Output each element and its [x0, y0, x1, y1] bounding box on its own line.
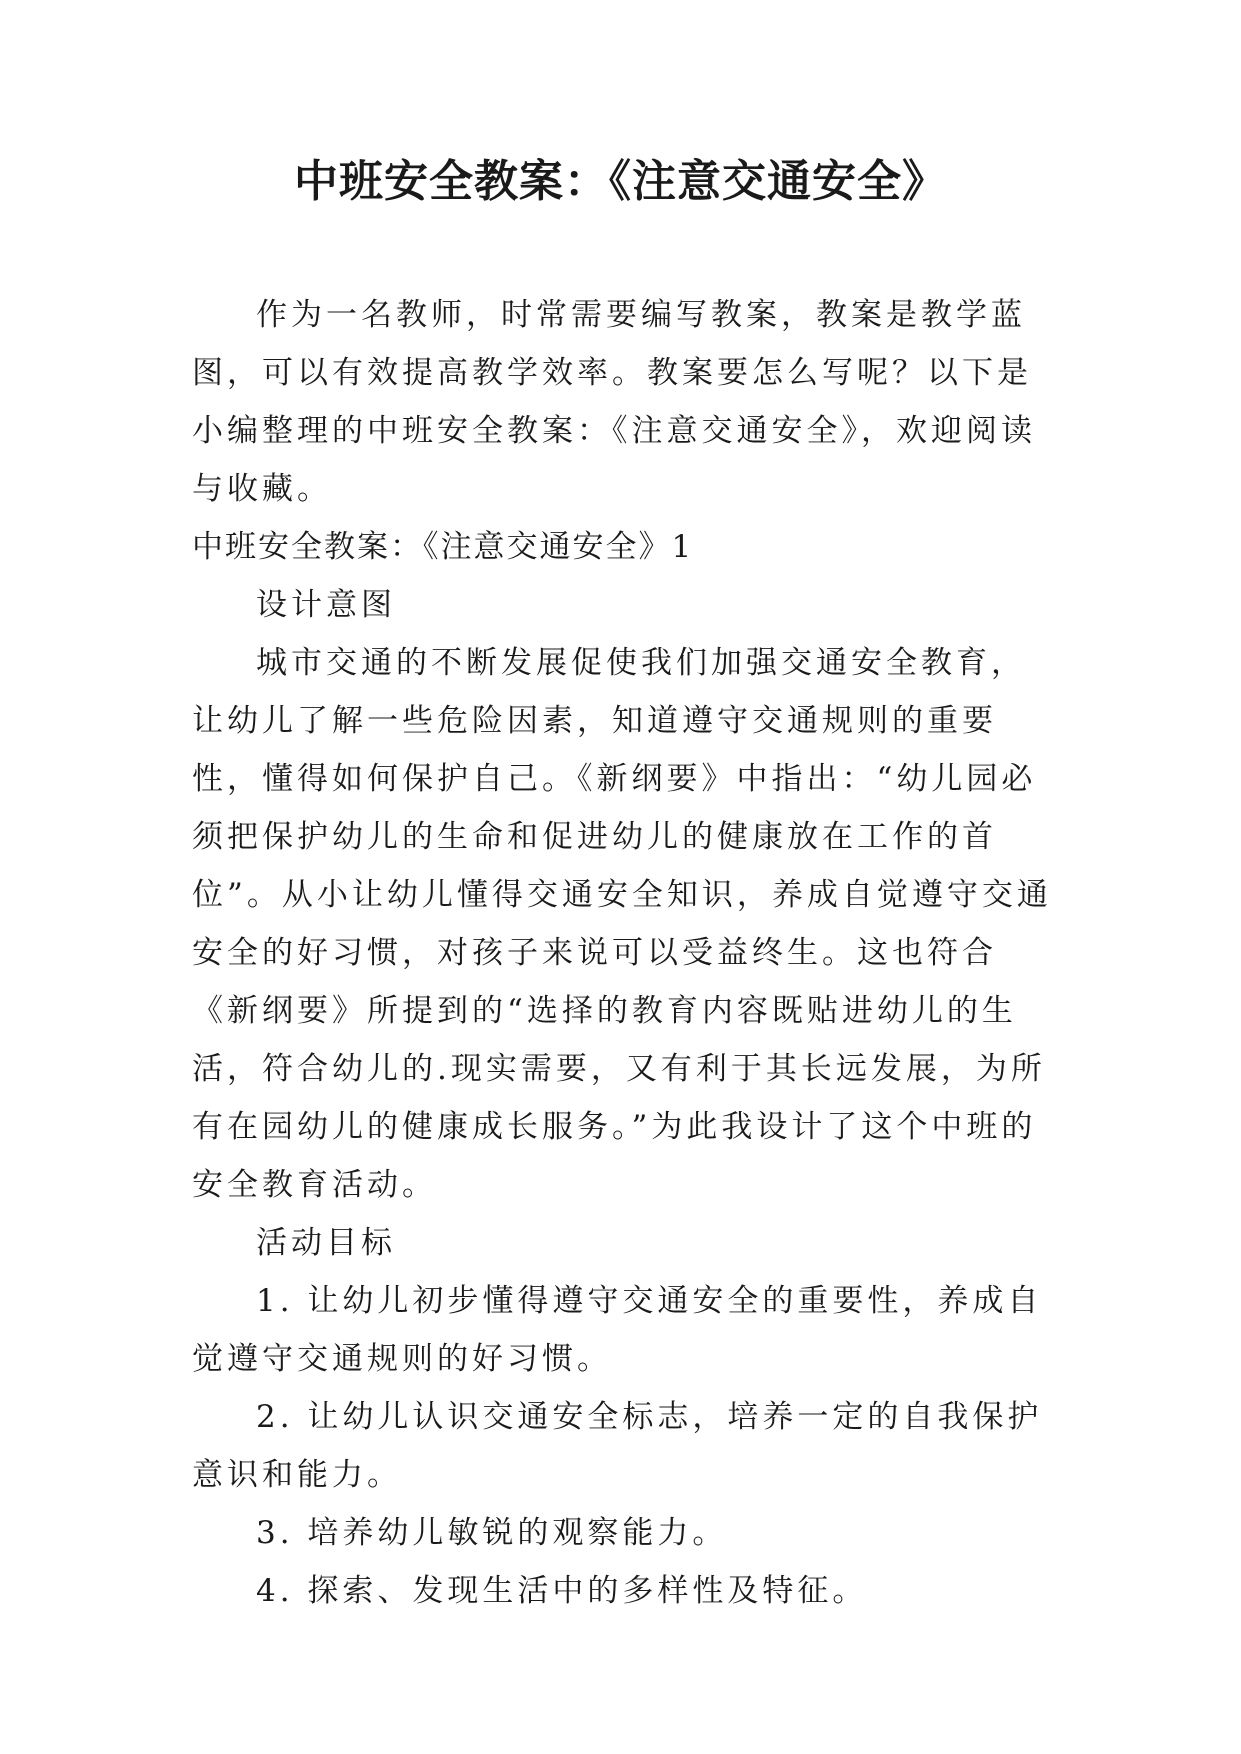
goals-heading: 活动目标 — [256, 1225, 396, 1261]
goal-item-4: 4. 探索、发现生活中的多样性及特征。 — [256, 1573, 868, 1609]
goal-item-2: 2. 让幼儿认识交通安全标志，培养一定的自我保护意识和能力。 — [192, 1399, 1043, 1493]
document-title: 中班安全教案：《注意交通安全》 — [294, 156, 947, 207]
design-paragraph: 城市交通的不断发展促使我们加强交通安全教育，让幼儿了解一些危险因素，知道遵守交通规则的重要性，懂得如何保护自己。《新纲要》中指出：“幼儿园必须把保护幼儿的生命和促进幼儿的健康放在工作的首位”。从小让幼儿懂得交通安全知识，养成自觉遵守交通安全的好习惯，对孩子来说可以受益终生。这也符合《新纲要》所提到的“选择的教育内容既贴进幼儿的生活，符合幼儿的.现实需要，又有利于其长远发展，为所有在园幼儿的健康成长服务。”为此我设计了这个中班的安全教育活动。 — [192, 645, 1052, 1203]
goal-item-1: 1. 让幼儿初步懂得遵守交通安全的重要性，养成自觉遵守交通规则的好习惯。 — [192, 1283, 1043, 1377]
intro-paragraph: 作为一名教师，时常需要编写教案，教案是教学蓝图，可以有效提高教学效率。教案要怎么写呢？以下是小编整理的中班安全教案：《注意交通安全》，欢迎阅读与收藏。 — [192, 297, 1036, 507]
intro-block — [192, 286, 1052, 518]
lesson-content — [192, 518, 1052, 1620]
goal-item-3: 3. 培养幼儿敏锐的观察能力。 — [256, 1515, 728, 1551]
section-title: 中班安全教案：《注意交通安全》1 — [192, 529, 694, 565]
design-heading: 设计意图 — [256, 587, 396, 623]
